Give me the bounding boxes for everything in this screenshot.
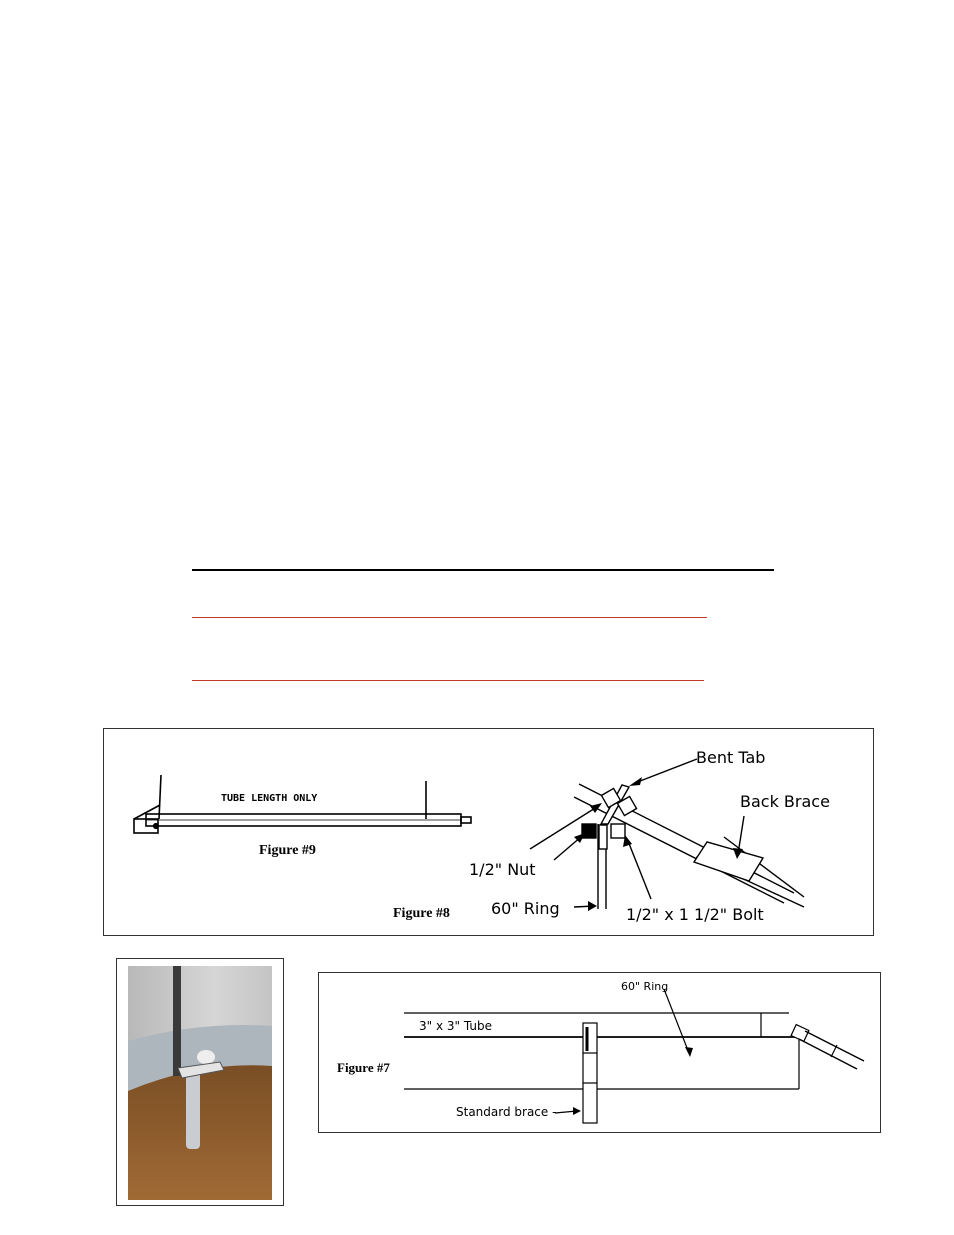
label-ring-fig7: 60" Ring [621,980,669,993]
arrowhead-bent-tab [629,777,642,786]
label-nut: 1/2" Nut [469,860,536,879]
figure-9-tube-drawing [134,775,471,833]
label-bent-tab: Bent Tab [696,748,766,767]
ring-bolt-photo-icon [128,966,272,1200]
label-bolt: 1/2" x 1 1/2" Bolt [626,905,764,924]
label-brace-fig7: Standard brace - [456,1105,557,1119]
arrow-back-brace [738,816,744,854]
arrow-bent-tab [635,759,697,783]
ring-tab-plate [599,825,607,849]
figure-panel-bottom [318,972,881,1133]
label-back-brace: Back Brace [740,792,830,811]
divider-red-1 [192,617,707,618]
figure-8-caption: Figure #8 [393,906,450,921]
back-brace-sleeve-fig7 [831,1045,837,1057]
divider-red-2 [192,680,704,681]
label-tube-fig7: 3" x 3" Tube [419,1019,492,1033]
photo-brace-rod [173,966,181,1076]
tube-bolt-hole [154,824,159,829]
back-brace-bottom-fig7 [799,1039,857,1069]
figure-9-caption: Figure #9 [259,843,316,858]
tube-left-post [159,775,161,819]
photo-frame [116,958,284,1206]
tube-end-stub [461,817,471,823]
divider-black [192,569,774,571]
label-ring: 60" Ring [491,899,560,918]
tube-length-label: TUBE LENGTH ONLY [221,793,318,804]
figure-7-caption: Figure #7 [337,1060,390,1075]
arrowhead-brace-fig7 [573,1107,581,1115]
figure-8-assembly-drawing [530,759,804,909]
figure-7-drawing [319,973,880,1132]
figure-7-assembly [404,989,864,1123]
standard-brace-shape [583,1083,597,1123]
arrowhead-ring [588,901,597,911]
arrow-ring-fig7 [664,989,689,1053]
photo-bolt-head [197,1050,215,1064]
brace-clamp [583,1023,597,1053]
tube-left-angle [134,805,160,819]
photo-drawing [128,966,272,1200]
figure-9-8-drawing [104,729,873,935]
figure-panel-top [103,728,874,936]
nut-shape [582,824,596,838]
bolt-head [611,824,625,838]
photo-bolt-shaft [186,1071,200,1149]
arrowhead-nut-upper [590,803,602,813]
arrowhead-ring-fig7 [685,1047,693,1057]
arrow-bolt [628,841,651,899]
